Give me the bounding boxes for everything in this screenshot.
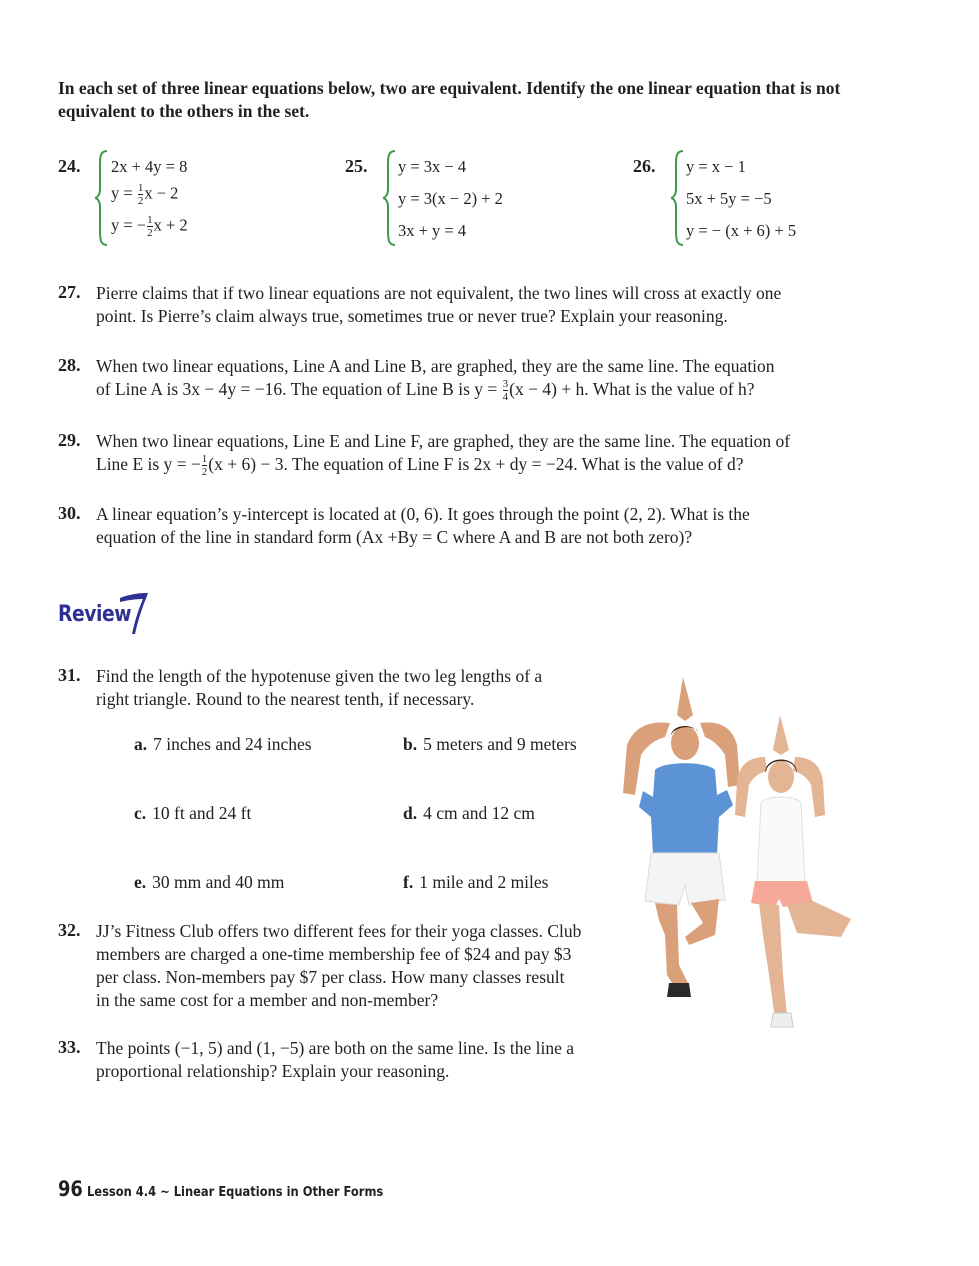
problem-number: 29. bbox=[58, 430, 81, 450]
woman-figure bbox=[735, 715, 851, 1027]
instructions: In each set of three linear equations below, two are equivalent. Identify the one linear equation that is not equivalent to the others in the set. bbox=[58, 78, 841, 121]
left-brace-icon bbox=[382, 149, 398, 247]
page-number: 96 bbox=[58, 1177, 83, 1201]
problem-number: 32. bbox=[58, 920, 81, 940]
subpart-e: e. 30 mm and 40 mm bbox=[134, 872, 285, 892]
problem-number: 28. bbox=[58, 355, 81, 375]
equation-1: y = 3x − 4 bbox=[398, 157, 467, 176]
subpart-f: f. 1 mile and 2 miles bbox=[403, 872, 549, 892]
equation-1: y = x − 1 bbox=[686, 157, 746, 176]
yoga-couple-photo bbox=[615, 675, 865, 1045]
problem-28-text: When two linear equations, Line A and Line B, are graphed, they are the same line. The equation of Line A is 3x − 4y = −16. The equation of Line B is y = $\frac{3}{4}$ (x − 4) + h. What is the value of h? bbox=[96, 356, 775, 404]
problem-29-text: When two linear equations, Line E and Line F, are graphed, they are the same line. The equation of Line E is y = − $\frac{1}{2}$ (x + 6) − 3. The equation of Line F is 2x + dy = −24. What is the value of d? bbox=[96, 431, 791, 479]
problem-number: 27. bbox=[58, 282, 81, 302]
equation-2: y = $\frac{1}{2}$ x − 2 bbox=[111, 182, 179, 207]
review-heading: Review bbox=[58, 602, 132, 627]
subpart-b: b. 5 meters and 9 meters bbox=[403, 734, 577, 754]
equation-3: y = − (x + 6) + 5 bbox=[686, 221, 797, 240]
problem-number: 33. bbox=[58, 1037, 81, 1057]
lesson-title: Lesson 4.4 ~ Linear Equations in Other Forms bbox=[87, 1184, 384, 1200]
problem-number: 26. bbox=[633, 156, 656, 176]
man-figure bbox=[623, 677, 740, 997]
equation-2: 5x + 5y = −5 bbox=[686, 189, 772, 208]
problem-number: 30. bbox=[58, 503, 81, 523]
equation-2: y = 3(x − 2) + 2 bbox=[398, 189, 503, 208]
subpart-c: c. 10 ft and 24 ft bbox=[134, 803, 252, 823]
equation-3: y = − $\frac{1}{2}$ x + 2 bbox=[111, 214, 188, 239]
problem-number: 24. bbox=[58, 156, 81, 176]
left-brace-icon bbox=[670, 149, 686, 247]
left-brace-icon bbox=[94, 149, 110, 247]
problem-number: 31. bbox=[58, 665, 81, 685]
equation-1: 2x + 4y = 8 bbox=[111, 157, 188, 176]
subpart-d: d. 4 cm and 12 cm bbox=[403, 803, 535, 823]
problem-27-text: Pierre claims that if two linear equations are not equivalent, the two lines will cross at exactly one point. Is Pierre’s claim always true, sometimes true or never true? Explain your reasoning. bbox=[96, 283, 782, 326]
problem-31-text: Find the length of the hypotenuse given the two leg lengths of a right triangle. Round to the nearest tenth, if necessary. bbox=[96, 666, 543, 709]
problem-30-text: A linear equation’s y-intercept is located at (0, 6). It goes through the point (2, 2). What is the equation of the line in standard form (Ax +By = C where A and B are not both zero)? bbox=[96, 504, 750, 547]
problem-33-text: The points (−1, 5) and (1, −5) are both on the same line. Is the line a proportional relationship? Explain your reasoning. bbox=[96, 1038, 575, 1081]
review-swoosh-icon bbox=[118, 590, 150, 636]
subpart-a: a. 7 inches and 24 inches bbox=[134, 734, 312, 754]
equation-3: 3x + y = 4 bbox=[398, 221, 467, 240]
problem-32-text: JJ’s Fitness Club offers two different fees for their yoga classes. Club members are charged a one-time membership fee of $24 and pay $3 per class. Non-members pay $7 per class. How many classes result in the same cost for a member and non-member? bbox=[96, 921, 582, 1010]
problem-number: 25. bbox=[345, 156, 368, 176]
